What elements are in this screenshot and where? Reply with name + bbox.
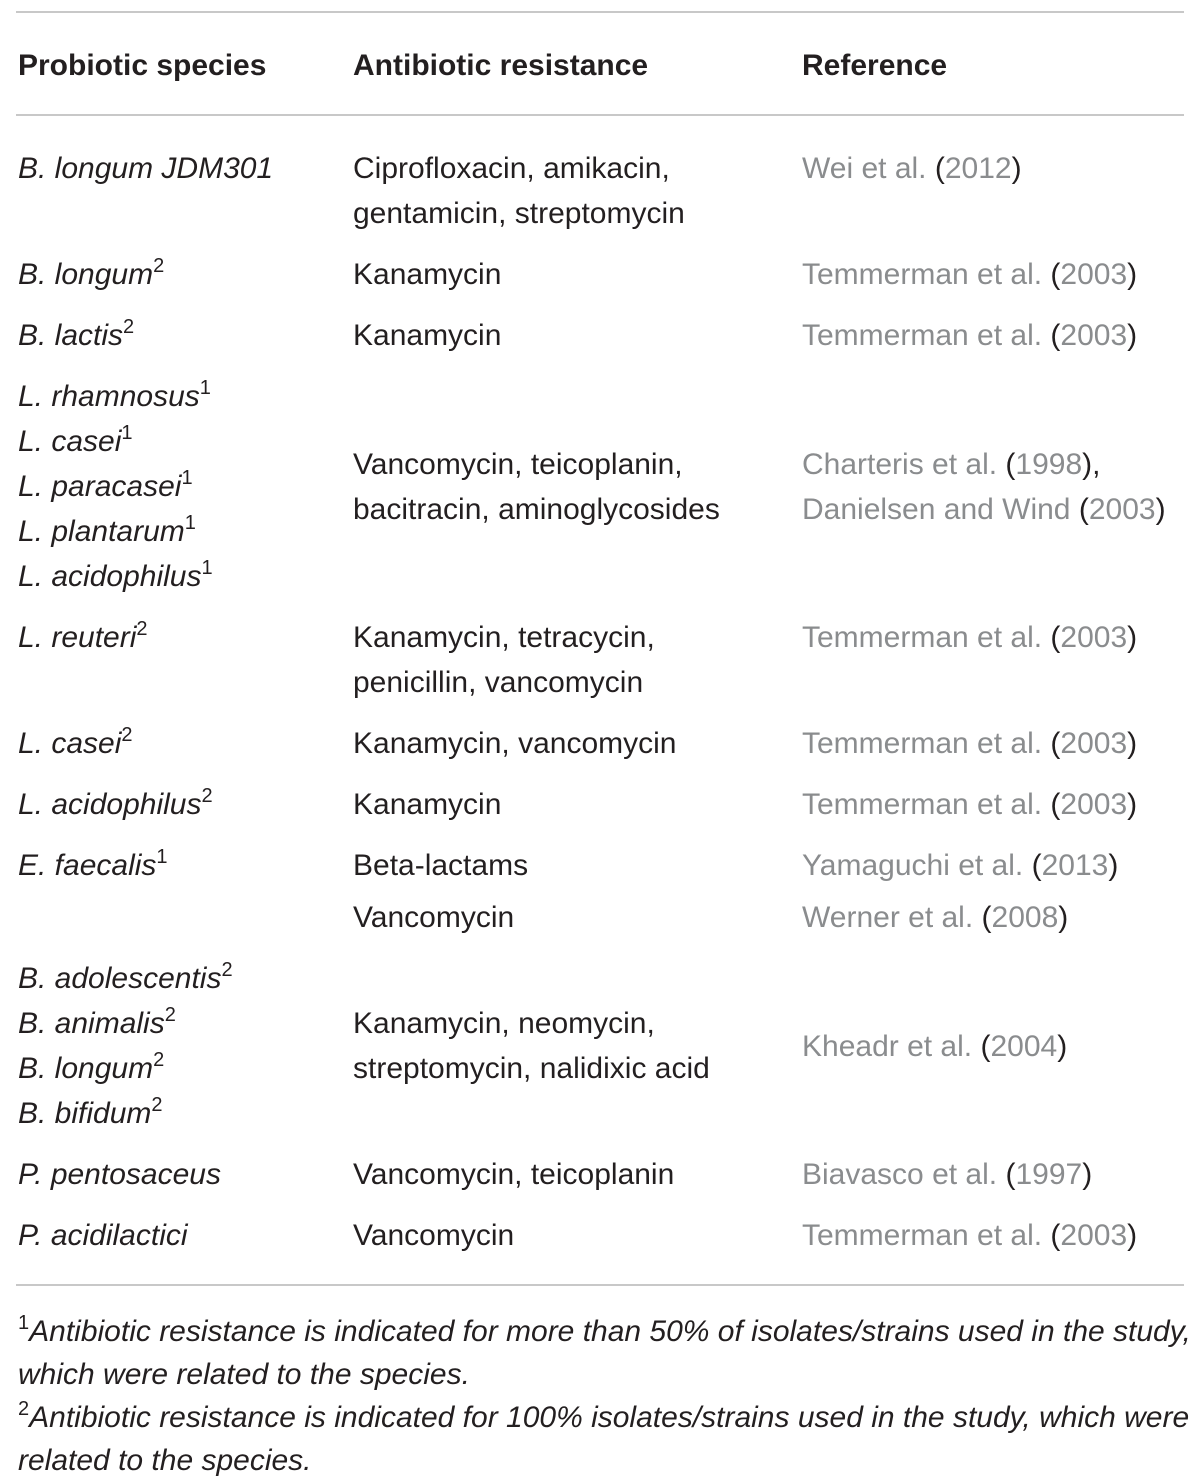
reference-year: 2003 <box>1060 258 1128 291</box>
species-label: L. plantarum <box>18 515 185 548</box>
species-label: B. longum <box>18 258 154 291</box>
species-name <box>18 956 233 1001</box>
footnote-marker: 2 <box>153 1049 165 1071</box>
header-antibiotic-resistance: Antibiotic resistance <box>353 49 649 82</box>
species-label: B. bifidum <box>18 1097 152 1130</box>
species-name <box>18 782 213 827</box>
reference-year: 1998 <box>1015 448 1083 481</box>
table-row <box>0 956 1200 1136</box>
footnote-marker: 2 <box>18 1398 30 1420</box>
footnote-marker: 2 <box>153 255 165 277</box>
reference-year: 2003 <box>1060 727 1128 760</box>
reference-authors: Biavasco et al. <box>802 1158 998 1191</box>
species-name <box>18 252 164 297</box>
resistance-text: penicillin, vancomycin <box>353 666 644 699</box>
resistance-cell <box>353 1213 773 1258</box>
resistance-text: Vancomycin, teicoplanin, <box>353 448 683 481</box>
reference-citation[interactable]: Wei et al. (2012) <box>802 152 1022 185</box>
header-reference: Reference <box>802 49 948 82</box>
footnote-marker: 1 <box>18 1312 30 1334</box>
species-cell <box>18 782 213 827</box>
resistance-cell <box>353 615 773 705</box>
reference-authors: Temmerman et al. <box>802 1219 1043 1252</box>
reference-citation[interactable]: Temmerman et al. (2003) <box>802 319 1138 352</box>
footnote-marker: 1 <box>199 377 211 399</box>
reference-citation[interactable]: Temmerman et al. (2003) <box>802 788 1138 821</box>
reference-authors: Temmerman et al. <box>802 621 1043 654</box>
resistance-text: Vancomycin, teicoplanin <box>353 1158 675 1191</box>
reference-authors: Wei et al. <box>802 152 927 185</box>
table-row <box>0 1152 1200 1197</box>
reference-year: 2003 <box>1088 493 1156 526</box>
reference-year: 2013 <box>1041 849 1109 882</box>
reference-cell <box>802 895 1197 940</box>
resistance-text: Kanamycin, vancomycin <box>353 727 677 760</box>
reference-citation[interactable]: Temmerman et al. (2003) <box>802 258 1138 291</box>
footnote-marker: 2 <box>221 959 233 981</box>
species-name <box>18 146 273 191</box>
reference-citation[interactable]: Biavasco et al. (1997) <box>802 1158 1093 1191</box>
species-label: B. longum <box>18 1052 154 1085</box>
species-label: B. lactis <box>18 319 124 352</box>
reference-authors: Kheadr et al. <box>802 1030 973 1063</box>
reference-cell <box>802 1152 1197 1197</box>
resistance-text: Kanamycin, tetracycin, <box>353 621 655 654</box>
footnote-marker: 2 <box>136 618 148 640</box>
species-name <box>18 1046 233 1091</box>
reference-citation[interactable]: Temmerman et al. (2003) <box>802 727 1138 760</box>
table-row <box>0 615 1200 705</box>
table-row <box>0 782 1200 827</box>
reference-cell <box>802 146 1197 191</box>
footnote-marker: 1 <box>121 422 133 444</box>
resistance-text: Kanamycin, neomycin, <box>353 1007 655 1040</box>
footnote-marker: 2 <box>164 1004 176 1026</box>
resistance-cell <box>353 1001 773 1091</box>
reference-authors: Danielsen and Wind <box>802 493 1071 526</box>
table-row <box>0 895 1200 940</box>
table-bottom-rule <box>16 1284 1184 1286</box>
species-label: L. paracasei <box>18 470 182 503</box>
reference-citation[interactable]: Werner et al. (2008) <box>802 901 1069 934</box>
species-name <box>18 721 133 766</box>
reference-cell <box>802 782 1197 827</box>
resistance-cell <box>353 843 773 888</box>
reference-cell <box>802 1213 1197 1258</box>
species-cell <box>18 1213 188 1258</box>
species-label: L. acidophilus <box>18 788 202 821</box>
species-name <box>18 313 134 358</box>
species-cell <box>18 313 134 358</box>
table-top-rule <box>16 11 1184 13</box>
table-row <box>0 843 1200 888</box>
table-footnotes <box>18 1310 1193 1482</box>
reference-year: 1997 <box>1015 1158 1083 1191</box>
resistance-cell <box>353 442 773 532</box>
reference-authors: Temmerman et al. <box>802 727 1043 760</box>
table-row <box>0 252 1200 297</box>
table-row <box>0 721 1200 766</box>
resistance-text: streptomycin, nalidixic acid <box>353 1052 710 1085</box>
reference-year: 2003 <box>1060 788 1128 821</box>
reference-citation[interactable]: Temmerman et al. (2003) <box>802 621 1138 654</box>
footnote-marker: 2 <box>201 785 213 807</box>
resistance-cell <box>353 782 773 827</box>
species-cell <box>18 252 164 297</box>
resistance-cell <box>353 721 773 766</box>
species-label: B. adolescentis <box>18 962 222 995</box>
reference-authors: Temmerman et al. <box>802 788 1043 821</box>
reference-cell <box>802 615 1197 660</box>
footnote-marker: 1 <box>184 512 196 534</box>
footnote <box>18 1310 1193 1396</box>
table-body <box>0 146 1200 1274</box>
species-name <box>18 419 213 464</box>
species-cell <box>18 615 148 660</box>
resistance-cell <box>353 1152 773 1197</box>
species-label: P. pentosaceus <box>18 1158 221 1191</box>
reference-citation[interactable]: Kheadr et al. (2004) <box>802 1030 1068 1063</box>
reference-citation[interactable]: Danielsen and Wind (2003) <box>802 493 1166 526</box>
species-name <box>18 615 148 660</box>
reference-year: 2003 <box>1060 1219 1128 1252</box>
resistance-text: gentamicin, streptomycin <box>353 197 685 230</box>
table-header-rule <box>16 114 1184 116</box>
footnote <box>18 1396 1193 1482</box>
species-name <box>18 1001 233 1046</box>
species-cell <box>18 374 213 599</box>
species-cell <box>18 146 273 191</box>
reference-authors: Temmerman et al. <box>802 258 1043 291</box>
reference-cell <box>802 313 1197 358</box>
reference-year: 2012 <box>944 152 1012 185</box>
species-cell <box>18 721 133 766</box>
footnote-marker: 2 <box>121 724 133 746</box>
footnote-marker: 1 <box>181 467 193 489</box>
species-name <box>18 1152 221 1197</box>
footnote-text: Antibiotic resistance is indicated for more than 50% of isolates/strains used in the study, which were related to the species. <box>18 1315 1191 1391</box>
reference-authors: Temmerman et al. <box>802 319 1043 352</box>
resistance-cell <box>353 895 773 940</box>
reference-authors: Charteris et al. <box>802 448 998 481</box>
reference-year: 2003 <box>1060 621 1128 654</box>
table-row <box>0 374 1200 599</box>
footnote-marker: 1 <box>201 557 213 579</box>
reference-year: 2004 <box>990 1030 1058 1063</box>
species-label: E. faecalis <box>18 849 157 882</box>
species-cell <box>18 843 168 888</box>
resistance-cell <box>353 313 773 358</box>
table-row <box>0 146 1200 236</box>
footnote-marker: 1 <box>156 846 168 868</box>
species-label: B. animalis <box>18 1007 165 1040</box>
resistance-cell <box>353 146 773 236</box>
footnote-marker: 2 <box>151 1094 163 1116</box>
resistance-text: Beta-lactams <box>353 849 529 882</box>
species-name <box>18 374 213 419</box>
resistance-text: Vancomycin <box>353 1219 515 1252</box>
species-label: L. casei <box>18 425 122 458</box>
reference-cell <box>802 252 1197 297</box>
species-name <box>18 1091 233 1136</box>
reference-cell <box>802 721 1197 766</box>
table-row <box>0 313 1200 358</box>
species-name <box>18 843 168 888</box>
reference-cell <box>802 442 1197 532</box>
species-label: L. rhamnosus <box>18 380 200 413</box>
footnote-marker: 2 <box>123 316 135 338</box>
resistance-cell <box>353 252 773 297</box>
species-name <box>18 464 213 509</box>
header-probiotic-species: Probiotic species <box>18 49 267 82</box>
resistance-text: Kanamycin <box>353 258 502 291</box>
reference-authors: Werner et al. <box>802 901 974 934</box>
resistance-text: Kanamycin <box>353 319 502 352</box>
reference-cell <box>802 843 1197 888</box>
species-cell <box>18 1152 221 1197</box>
species-label: L. acidophilus <box>18 560 202 593</box>
reference-cell <box>802 1024 1197 1069</box>
resistance-text: Vancomycin <box>353 901 515 934</box>
resistance-text: Ciprofloxacin, amikacin, <box>353 152 670 185</box>
resistance-text: bacitracin, aminoglycosides <box>353 493 720 526</box>
table-row <box>0 1213 1200 1258</box>
species-label: B. longum JDM301 <box>18 152 274 185</box>
reference-separator: , <box>1092 448 1101 481</box>
reference-authors: Yamaguchi et al. <box>802 849 1024 882</box>
reference-citation[interactable]: Charteris et al. (1998), <box>802 448 1101 481</box>
species-name <box>18 554 213 599</box>
reference-year: 2008 <box>991 901 1059 934</box>
species-cell <box>18 956 233 1136</box>
species-label: L. reuteri <box>18 621 137 654</box>
resistance-text: Kanamycin <box>353 788 502 821</box>
reference-citation[interactable]: Temmerman et al. (2003) <box>802 1219 1138 1252</box>
species-label: P. acidilactici <box>18 1219 188 1252</box>
footnote-text: Antibiotic resistance is indicated for 100% isolates/strains used in the study, which were related to the species. <box>18 1401 1190 1477</box>
species-name <box>18 1213 188 1258</box>
species-label: L. casei <box>18 727 122 760</box>
reference-citation[interactable]: Yamaguchi et al. (2013) <box>802 849 1119 882</box>
species-name <box>18 509 213 554</box>
reference-year: 2003 <box>1060 319 1128 352</box>
